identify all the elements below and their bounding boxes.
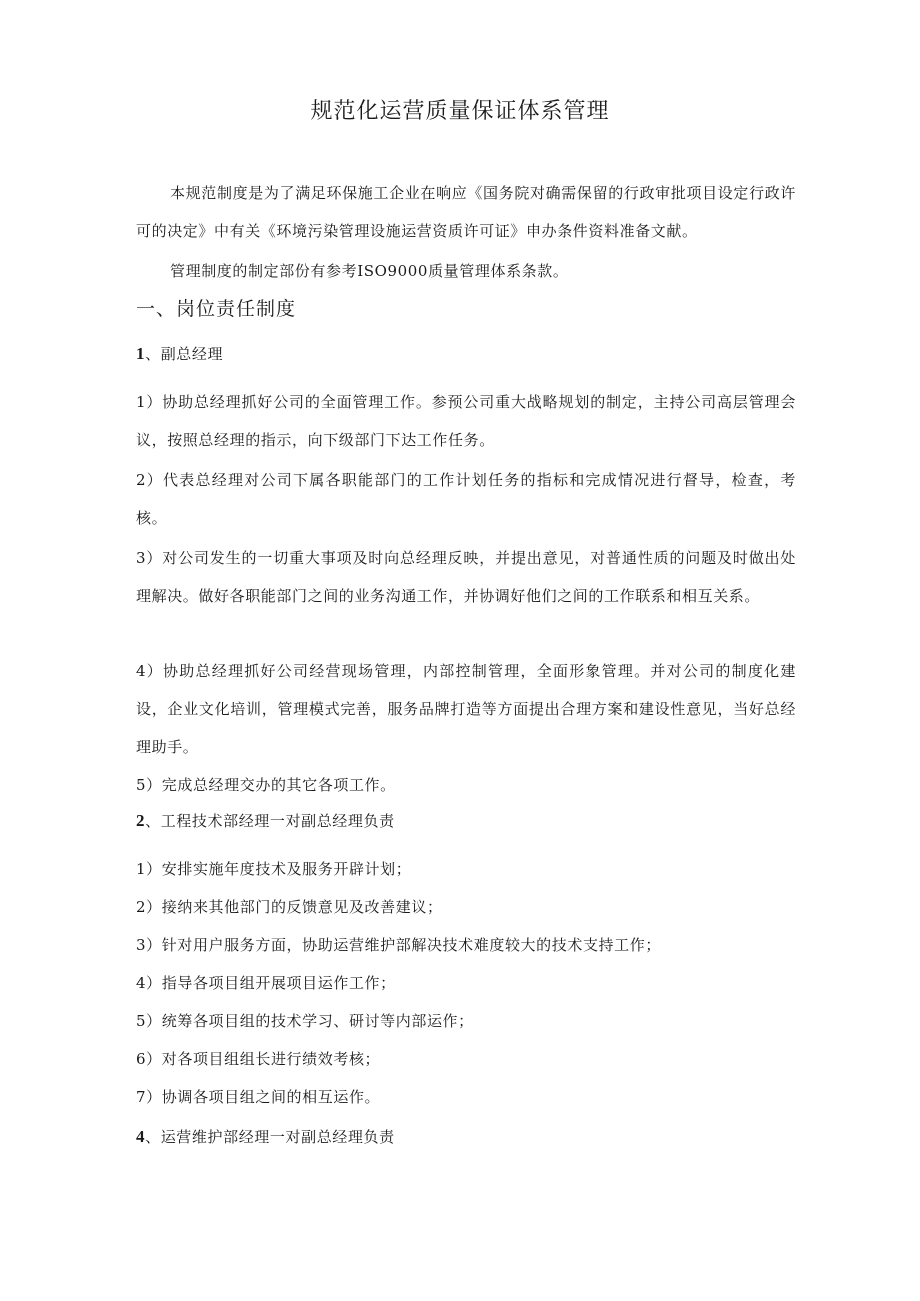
list-item: 1）安排实施年度技术及服务开辟计划； [136,860,412,878]
list-item: 3）对公司发生的一切重大事项及时向总经理反映，并提出意见，对普通性质的问题及时做出处理解决。做好各职能部门之间的业务沟通工作，并协调好他们之间的工作联系和相互关系。 [136,549,796,605]
list-item: 5）完成总经理交办的其它各项工作。 [136,776,396,794]
subheading-label: 、副总经理 [145,345,224,363]
list-item: 4）指导各项目组开展项目运作工作； [136,974,396,992]
list-item: 5）统筹各项目组的技术学习、研讨等内部运作； [136,1012,474,1030]
list-item: 3）针对用户服务方面，协助运营维护部解决技术难度较大的技术支持工作； [136,936,661,954]
intro-paragraph-1: 本规范制度是为了满足环保施工企业在响应《国务院对确需保留的行政审批项目设定行政许可的决定》中有关《环境污染管理设施运营资质许可证》申办条件资料准备文献。 [136,184,796,240]
list-item: 7）协调各项目组之间的相互运作。 [136,1088,381,1106]
list-item: 2）代表总经理对公司下属各职能部门的工作计划任务的指标和完成情况进行督导，检查，考核。 [136,471,796,527]
subheading-label: 、工程技术部经理一对副总经理负责 [145,812,395,830]
subheading-number: 1 [136,344,146,363]
subheading-label: 、运营维护部经理一对副总经理负责 [145,1128,395,1146]
section-heading-job-responsibility: 一、岗位责任制度 [136,298,297,320]
list-item: 1）协助总经理抓好公司的全面管理工作。参预公司重大战略规划的制定，主持公司高层管理会议，按照总经理的指示，向下级部门下达工作任务。 [136,393,796,449]
list-item: 2）接纳来其他部门的反馈意见及改善建议； [136,898,443,916]
subheading-number: 2 [136,811,146,830]
subheading-number: 4 [136,1127,146,1146]
list-item: 4）协助总经理抓好公司经营现场管理，内部控制管理，全面形象管理。并对公司的制度化建设，企业文化培训，管理模式完善，服务品牌打造等方面提出合理方案和建设性意见，当好总经理助手。 [136,662,796,756]
subheading-deputy-gm [136,341,223,367]
subheading-engineering-manager [136,808,395,834]
intro-paragraph-2: 管理制度的制定部份有参考ISO9000质量管理体系条款。 [170,262,569,280]
list-item: 6）对各项目组组长进行绩效考核； [136,1050,381,1068]
subheading-operations-manager [136,1124,395,1150]
page-title: 规范化运营质量保证体系管理 [310,99,610,124]
